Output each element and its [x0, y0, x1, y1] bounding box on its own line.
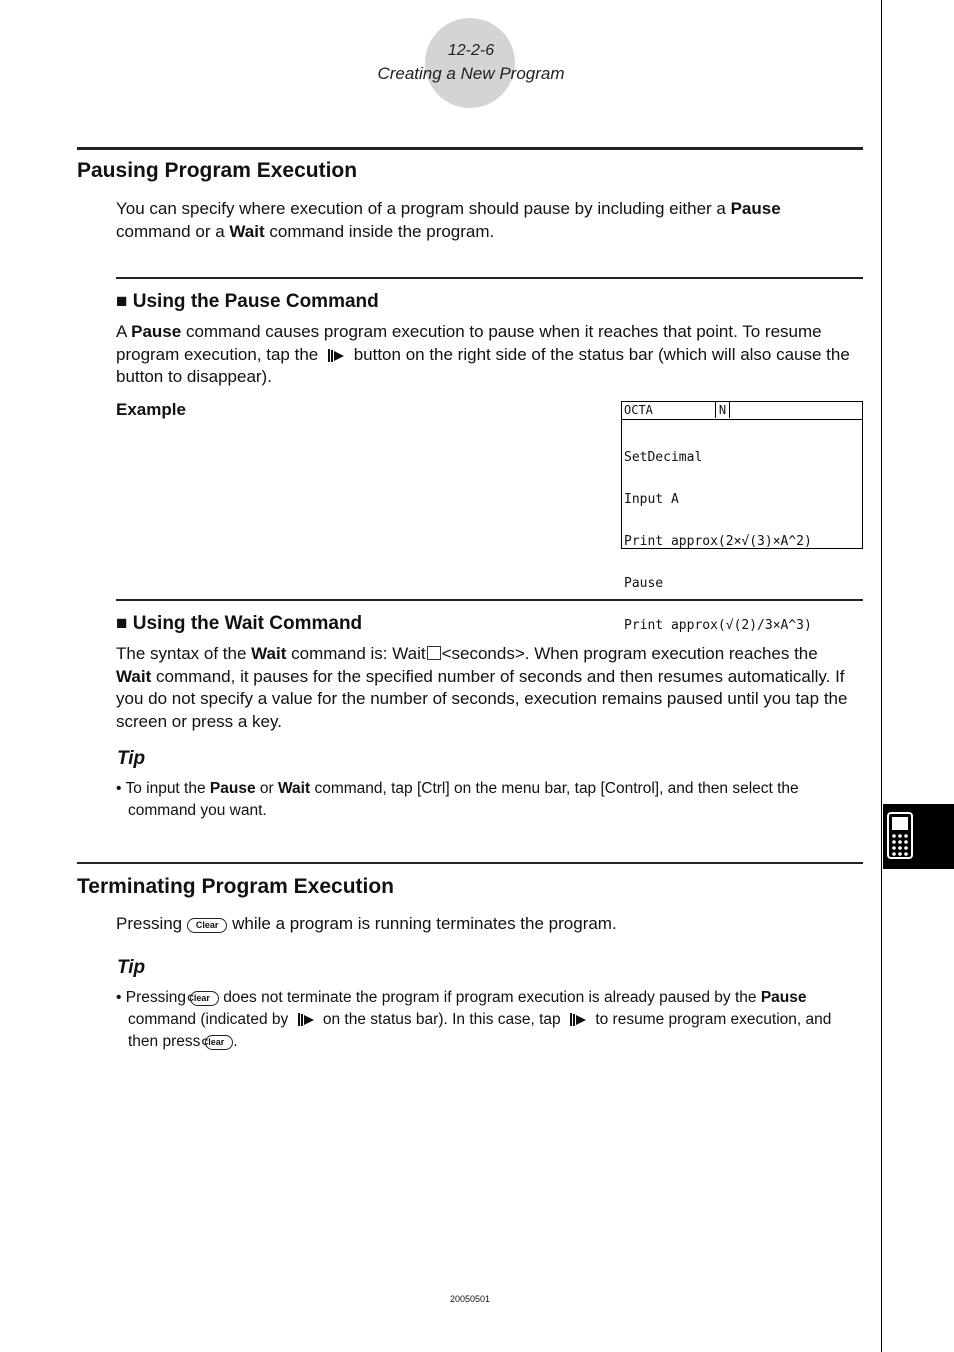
calc-mode: OCTA: [624, 403, 653, 417]
calc-line: SetDecimal: [624, 450, 703, 465]
clear-key-icon: Clear: [187, 918, 228, 933]
heading-pause-command: ■ Using the Pause Command: [116, 291, 379, 312]
footer-code: 20050501: [449, 1294, 491, 1304]
heading-wait-command: ■ Using the Wait Command: [116, 613, 363, 634]
calc-line: Print approx(√(2)/3×A^3): [624, 618, 812, 633]
section-title-pausing: Pausing Program Execution: [77, 159, 358, 182]
calc-program-lines: [622, 420, 862, 664]
pause-resume-icon: [296, 1011, 316, 1027]
tip-label: Tip: [117, 748, 146, 769]
margin-line: [881, 0, 882, 1352]
wait-paragraph: The syntax of the Wait command is: Wait <seconds>. When program execution reaches the Wait command, it pauses for the specified number of seconds and then resumes automatically. If you do not specify a value for the number of seconds, execution remains paused until you tap the screen or press a key.: [116, 644, 848, 731]
subsection-rule: [116, 277, 863, 279]
header-circle: [425, 18, 515, 108]
calculator-icon: [886, 812, 916, 860]
clear-key-icon: Clear: [205, 1035, 234, 1050]
calc-status-bar: [622, 402, 862, 420]
calc-indicator: N: [715, 402, 730, 418]
chapter-title: Creating a New Program: [377, 64, 565, 83]
section-title-terminating: Terminating Program Execution: [77, 875, 394, 898]
calc-line: Input A: [624, 492, 679, 507]
pause-paragraph: A Pause command causes program execution to pause when it reaches that point. To resume program execution, tap the button on the right side of the status bar (which will also cause the button to disappear).: [116, 322, 850, 386]
example-label: Example: [116, 400, 186, 419]
section-rule: [77, 862, 863, 864]
chapter-tab[interactable]: [883, 804, 954, 869]
clear-key-icon: Clear: [190, 991, 219, 1006]
pausing-intro: You can specify where execution of a program should pause by including either a Pause command or a Wait command inside the program.: [116, 199, 781, 241]
page-number: 12-2-6: [447, 42, 495, 59]
calculator-screen: [621, 401, 863, 633]
tip-terminating: • Pressing Clear does not terminate the program if program execution is already paused by the Pause command (indicated by on the status bar). In this case, tap to resume program execution, and then press Clear .: [116, 989, 832, 1050]
pause-resume-icon: [568, 1011, 588, 1027]
terminating-paragraph: Pressing Clear while a program is running terminates the program.: [116, 914, 617, 933]
pause-resume-icon: [326, 347, 346, 363]
subsection-rule: [116, 599, 863, 601]
calc-line: Pause: [624, 576, 664, 591]
space-symbol: [427, 646, 441, 660]
tip-wait: • To input the Pause or Wait command, tap [Ctrl] on the menu bar, tap [Control], and then select the command you want.: [116, 780, 799, 819]
section-rule: [77, 147, 863, 150]
calc-line: Print approx(2×√(3)×A^2): [624, 534, 812, 549]
tip-label: Tip: [117, 957, 146, 978]
